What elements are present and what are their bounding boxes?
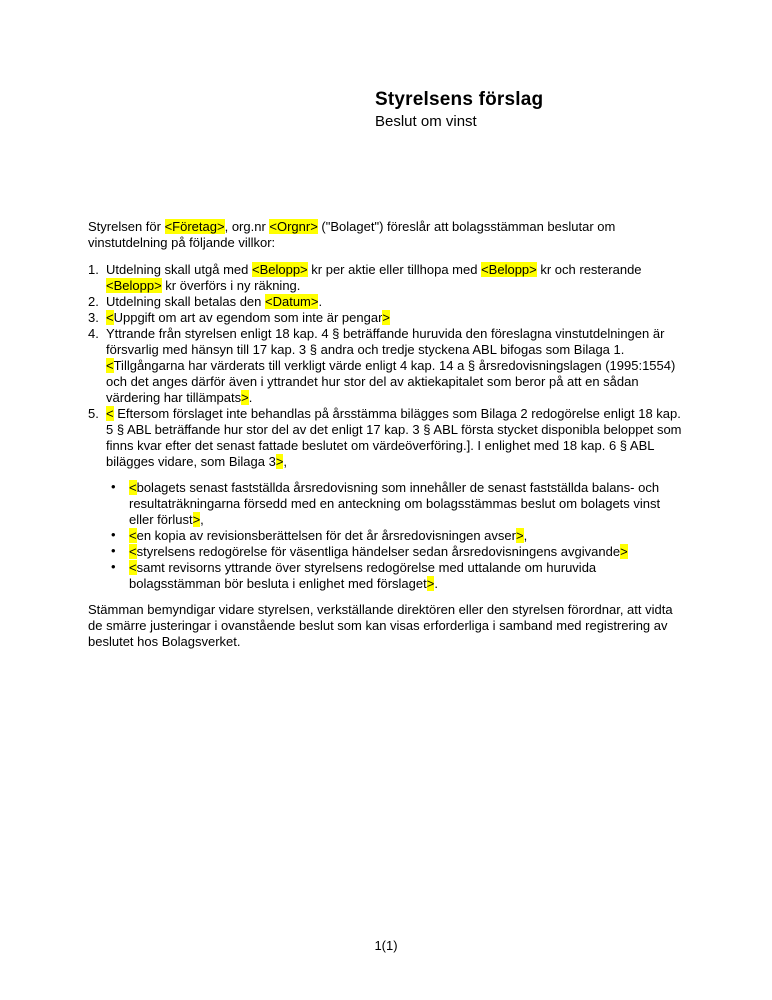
placeholder-highlight: < xyxy=(129,528,137,543)
item-number: 3. xyxy=(88,310,99,325)
text-segment: Utdelning skall betalas den xyxy=(106,294,265,309)
placeholder-highlight: < xyxy=(106,406,114,421)
item-text xyxy=(106,294,322,309)
text-segment: kr och resterande xyxy=(536,262,642,277)
placeholder-highlight: > xyxy=(382,310,390,325)
placeholder-highlight: > xyxy=(275,454,284,469)
placeholder-highlight: < xyxy=(129,560,137,575)
item-text xyxy=(106,326,675,405)
text-segment: . xyxy=(434,576,438,591)
bullet-icon: • xyxy=(111,479,116,494)
placeholder-highlight: <Belopp> xyxy=(106,278,162,293)
text-segment: samt revisorns yttrande över styrelsens redogörelse med uttalande om huruvida bolagsstämman bör besluta i enlighet med förslaget xyxy=(129,560,597,591)
placeholder-highlight: <Orgnr> xyxy=(269,219,318,234)
intro-paragraph xyxy=(88,219,687,251)
placeholder-highlight: < xyxy=(106,358,114,373)
text-segment: Stämman bemyndigar vidare styrelsen, verkställande direktören eller den styrelsen förordnar, att vidta de smärre justeringar i ovanstående beslut som kan visas erforderliga i samband med registrering av beslutet hos Bolagsverket. xyxy=(88,602,673,649)
item-text xyxy=(106,262,642,293)
text-segment: kr per aktie eller tillhopa med xyxy=(307,262,482,277)
text-segment: Yttrande från styrelsen enligt 18 kap. 4 § beträffande huruvida den föreslagna vinstutdelningen är försvarlig med hänsyn till 17 kap. 3 § andra och tredje styckena ABL bifogas som Bilaga 1. xyxy=(106,326,665,357)
text-segment: ("Bolaget") föreslår att bolagsstämman beslutar om vinstutdelning på följande villkor: xyxy=(88,219,616,250)
text-segment: bolagets senast fastställda årsredovisning som innehåller de senast fastställda balans- och resultaträkningarna försedd med en anteckning om bolagsstämmas beslut om bolagets vinst eller förlust xyxy=(129,480,661,527)
bullet-item-4 xyxy=(88,560,687,592)
placeholder-highlight: <Belopp> xyxy=(481,262,537,277)
page-number: 1(1) xyxy=(374,938,398,953)
placeholder-highlight: > xyxy=(192,512,201,527)
numbered-item-2 xyxy=(88,294,687,310)
placeholder-highlight: < xyxy=(129,544,137,559)
item-text xyxy=(129,544,628,559)
item-text xyxy=(129,528,527,543)
text-segment: Styrelsen för xyxy=(88,219,165,234)
placeholder-highlight: > xyxy=(515,528,524,543)
item-text xyxy=(129,480,660,527)
item-number: 4. xyxy=(88,326,99,341)
text-segment: , org.nr xyxy=(224,219,270,234)
text-segment: , xyxy=(523,528,528,543)
bullet-icon: • xyxy=(111,559,116,574)
numbered-item-5 xyxy=(88,406,687,470)
text-segment: , xyxy=(200,512,204,527)
placeholder-highlight: <Belopp> xyxy=(251,262,308,277)
document-body xyxy=(88,219,687,661)
item-text xyxy=(106,310,390,325)
bullet-item-3 xyxy=(88,544,687,560)
closing-paragraph xyxy=(88,602,687,650)
text-segment: Tillgångarna har värderats till verkligt värde enligt 4 kap. 14 a § årsredovisningslagen (1995:1554) och det anges därför även i yttrandet hur stor del av aktiekapitalet som beror på att en sådan värdering har tillämpats xyxy=(106,358,676,405)
item-number: 2. xyxy=(88,294,99,309)
text-segment: styrelsens redogörelse för väsentliga händelser sedan årsredovisningens avgivande xyxy=(136,544,621,559)
placeholder-highlight: > xyxy=(241,390,249,405)
numbered-list xyxy=(88,262,687,470)
item-text xyxy=(129,560,596,591)
text-segment: Utdelning skall utgå med xyxy=(106,262,252,277)
numbered-item-1 xyxy=(88,262,687,294)
document-title: Styrelsens förslag xyxy=(375,89,544,110)
text-segment: , xyxy=(283,454,288,469)
placeholder-highlight: > xyxy=(426,576,435,591)
item-text xyxy=(106,406,682,469)
bullet-icon: • xyxy=(111,527,116,542)
bullet-item-1 xyxy=(88,480,687,528)
text-segment: kr överförs i ny räkning. xyxy=(161,278,301,293)
placeholder-highlight: < xyxy=(129,480,137,495)
numbered-item-4 xyxy=(88,326,687,406)
placeholder-highlight: < xyxy=(106,310,114,325)
placeholder-highlight: <Datum> xyxy=(265,294,319,309)
placeholder-highlight: <Företag> xyxy=(164,219,225,234)
bullet-list xyxy=(88,480,687,592)
text-segment: Eftersom förslaget inte behandlas på årsstämma bilägges som Bilaga 2 redogörelse enligt 18 kap. 5 § ABL beträffande hur stor del av det enligt 17 kap. 3 § ABL första stycket disponibla beloppet som finns kvar efter det senast fattade beslutet om värdeöverföring.]. I enlighet med 18 kap. 6 § ABL bilägges vidare, som Bilaga 3 xyxy=(106,406,682,469)
bullet-icon: • xyxy=(111,543,116,558)
text-segment: Uppgift om art av egendom som inte är pengar xyxy=(113,310,383,325)
text-segment: . xyxy=(318,294,323,309)
bullet-item-2 xyxy=(88,528,687,544)
item-number: 1. xyxy=(88,262,99,277)
item-number: 5. xyxy=(88,406,99,421)
document-subtitle: Beslut om vinst xyxy=(375,113,477,130)
text-segment: en kopia av revisionsberättelsen för det år årsredovisningen avser xyxy=(136,528,516,543)
document-header xyxy=(375,88,543,131)
numbered-item-3 xyxy=(88,310,687,326)
text-segment: . xyxy=(248,390,253,405)
placeholder-highlight: > xyxy=(620,544,628,559)
